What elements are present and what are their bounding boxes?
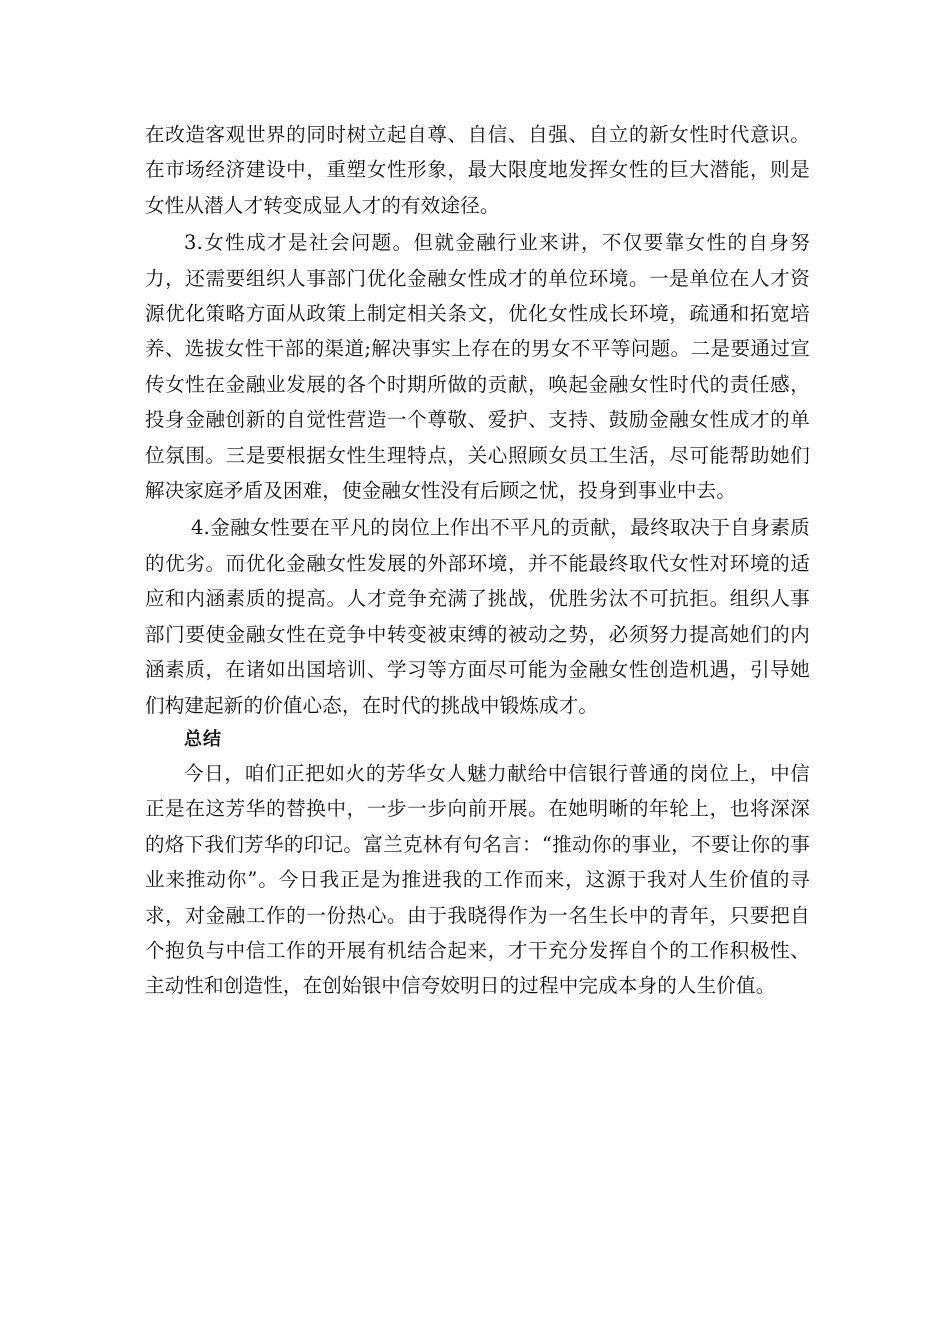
paragraph-intro: 在改造客观世界的同时树立起自尊、自信、自强、自立的新女性时代意识。在市场经济建设中，重塑女性形象，最大限度地发挥女性的巨大潜能，则是女性从潜人才转变成显人才的有效途径。	[145, 123, 810, 217]
paragraph-summary: 今日，咱们正把如火的芳华女人魅力献给中信银行普通的岗位上，中信正是在这芳华的替换中，一步一步向前开展。在她明晰的年轮上，也将深深的烙下我们芳华的印记。富兰克林有句名言：“推动你的事业，不要让你的事业来推动你”。今日我正是为推进我的工作而来，这源于我对人生价值的寻求，对金融工作的一份热心。由于我晓得作为一名生长中的青年，只要把自个抱负与中信工作的开展有机结合起来，才干充分发挥自个的工作积极性、主动性和创造性，在创始银中信夸姣明日的过程中完成本身的人生价值。	[145, 761, 810, 998]
summary-heading: 总结	[184, 728, 222, 750]
paragraph-point-4: 4.金融女性要在平凡的岗位上作出不平凡的贡献，最终取决于自身素质的优劣。而优化金融女性发展的外部环境，并不能最终取代女性对环境的适应和内涵素质的提高。人才竞争充满了挑战，优胜劣汰不可抗拒。组织人事部门要使金融女性在竞争中转变被束缚的被动之势，必须努力提高她们的内涵素质，在诸如出国培训、学习等方面尽可能为金融女性创造机遇，引导她们构建起新的价值心态，在时代的挑战中锻炼成才。	[145, 516, 810, 717]
document-page	[145, 117, 810, 1004]
paragraph-point-3: 3.女性成才是社会问题。但就金融行业来讲，不仅要靠女性的自身努力，还需要组织人事部门优化金融女性成才的单位环境。一是单位在人才资源优化策略方面从政策上制定相关条文，优化女性成长环境，疏通和拓宽培养、选拔女性干部的渠道;解决事实上存在的男女不平等问题。二是要通过宣传女性在金融业发展的各个时期所做的贡献，唤起金融女性时代的责任感，投身金融创新的自觉性营造一个尊敬、爱护、支持、鼓励金融女性成才的单位氛围。三是要根据女性生理特点，关心照顾女员工生活，尽可能帮助她们解决家庭矛盾及困难，使金融女性没有后顾之忧，投身到事业中去。	[145, 231, 810, 503]
